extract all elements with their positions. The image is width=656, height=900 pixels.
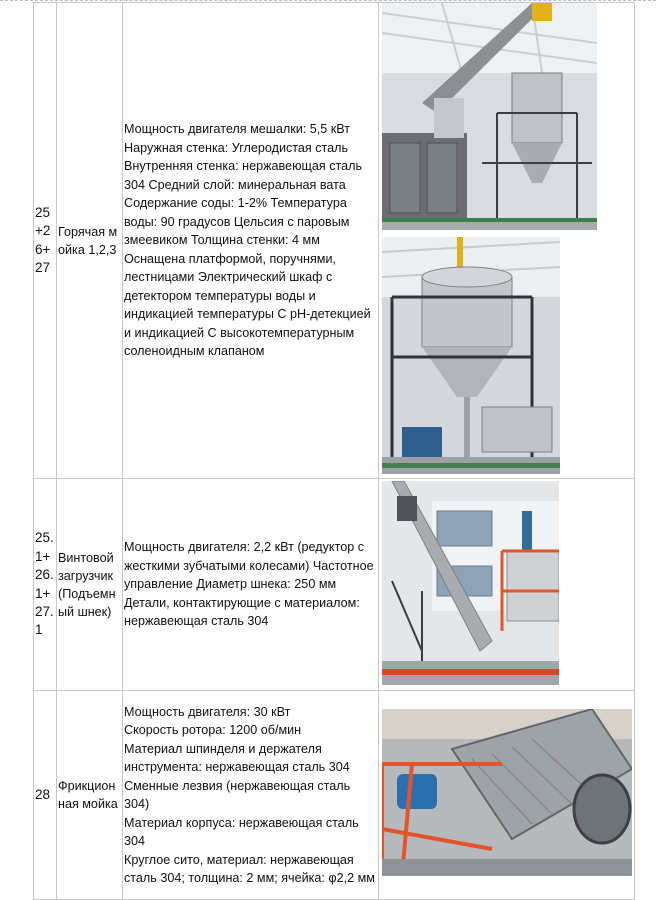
spec-line: Круглое сито, материал: нержавеющая сталь 304; толщина: 2 мм; ячейка: φ2,2 мм	[124, 852, 375, 885]
item-photos	[379, 479, 635, 691]
item-name: Горячая мойка 1,2,3	[57, 3, 123, 479]
item-number: 28	[34, 691, 57, 900]
screw-loader-photo	[382, 481, 559, 685]
spec-line: Мощность двигателя: 30 кВт	[124, 704, 291, 719]
item-name: Винтовой загрузчик (Подъемный шнек)	[57, 479, 123, 691]
item-description: Мощность двигателя мешалки: 5,5 кВт Наружная стенка: Углеродистая сталь Внутренняя стенка: нержавеющая сталь 304 Средний слой: минеральная вата Содержание соды: 1-2% Температура воды: 90 градусов Цельсия с паровым змеевиком Толщина стенки: 4 мм Оснащена платформой, поручнями, лестницами Электрический шкаф с детектором температуры воды и индикацией температуры С pH-детекцией и индикацией С высокотемпературным соленоидным клапаном	[123, 3, 379, 479]
item-photos	[379, 3, 635, 479]
hot-wash-tank-with-cabinet-photo	[382, 3, 597, 230]
friction-washer-photo	[382, 709, 632, 876]
spec-line: Материал шпинделя и держателя инструмента: нержавеющая сталь 304	[124, 741, 350, 774]
spec-line: Материал корпуса: нержавеющая сталь 304	[124, 815, 359, 848]
table-row	[34, 479, 635, 691]
hot-wash-tank-platform-photo	[382, 237, 560, 474]
table-row	[34, 691, 635, 900]
spec-line: Скорость ротора: 1200 об/мин	[124, 723, 302, 737]
item-number: 25.1+26.1+27.1	[34, 479, 57, 691]
item-name: Фрикционная мойка	[57, 691, 123, 900]
spec-line: Сменные лезвия (нержавеющая сталь 304)	[124, 778, 351, 811]
equipment-spec-table	[33, 2, 635, 900]
item-description	[123, 691, 379, 900]
item-description: Мощность двигателя: 2,2 кВт (редуктор с жесткими зубчатыми колесами) Частотное управление Диаметр шнека: 250 мм Детали, контактирующие с материалом: нержавеющая сталь 304	[123, 479, 379, 691]
table-row	[34, 3, 635, 479]
item-photos	[379, 691, 635, 900]
item-number: 25+26+27	[34, 3, 57, 479]
